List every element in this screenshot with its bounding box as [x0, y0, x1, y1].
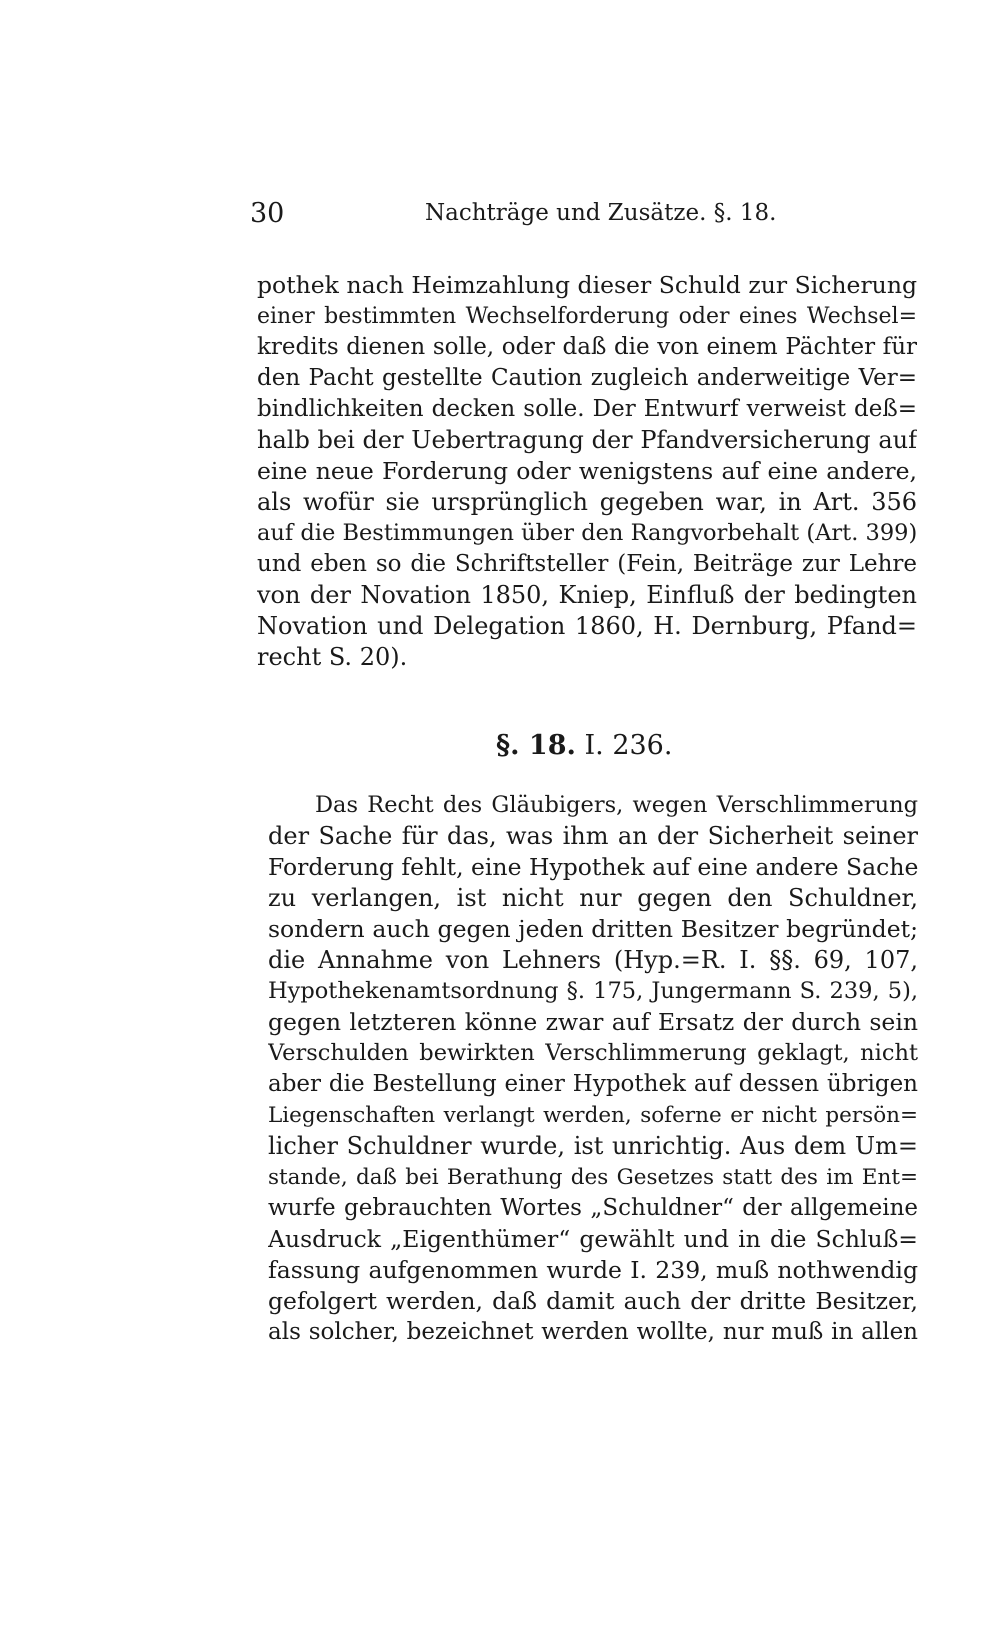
text-line: stande, daß bei Berathung des Gesetzes statt des im Ent= — [268, 1165, 918, 1190]
section-sign: §. 18. — [496, 730, 576, 761]
text-line: den Pacht gestellte Caution zugleich anderweitige Ver= — [257, 365, 917, 391]
text-line: Verschulden bewirkten Verschlimmerung geklagt, nicht — [268, 1040, 918, 1066]
text-line: Forderung fehlt, eine Hypothek auf eine andere Sache — [268, 853, 918, 881]
text-line: einer bestimmten Wechselforderung oder eines Wechsel= — [257, 304, 917, 329]
section-heading — [496, 730, 672, 761]
page-number: 30 — [250, 198, 285, 229]
text-line: auf die Bestimmungen über den Rangvorbehalt (Art. 399) — [257, 520, 917, 546]
running-head: Nachträge und Zusätze. §. 18. — [425, 200, 777, 226]
text-line: bindlichkeiten decken solle. Der Entwurf verweist deß= — [257, 396, 917, 422]
text-line: sondern auch gegen jeden dritten Besitzer begründet; — [268, 915, 918, 943]
text-line: Novation und Delegation 1860, H. Dernburg, Pfand= — [257, 612, 917, 640]
text-line: licher Schuldner wurde, ist unrichtig. Aus dem Um= — [268, 1132, 918, 1160]
text-line: Liegenschaften verlangt werden, soferne er nicht persön= — [268, 1103, 918, 1128]
paragraph-section-18 — [268, 790, 918, 1348]
text-line: gefolgert werden, daß damit auch der dritte Besitzer, — [268, 1287, 918, 1315]
text-line: fassung aufgenommen wurde I. 239, muß nothwendig — [268, 1256, 918, 1284]
text-line: und eben so die Schriftsteller (Fein, Beiträge zur Lehre — [257, 551, 917, 577]
text-line: eine neue Forderung oder wenigstens auf eine andere, — [257, 457, 917, 485]
text-line: pothek nach Heimzahlung dieser Schuld zur Sicherung — [257, 271, 917, 299]
section-reference: I. 236. — [584, 730, 673, 761]
text-line: der Sache für das, was ihm an der Sicherheit seiner — [268, 822, 918, 850]
text-line: Das Recht des Gläubigers, wegen Verschlimmerung — [315, 792, 918, 818]
text-line: von der Novation 1850, Kniep, Einfluß der bedingten — [257, 581, 917, 609]
text-line: aber die Bestellung einer Hypothek auf dessen übrigen — [268, 1071, 918, 1097]
text-line: Hypothekenamtsordnung §. 175, Jungermann S. 239, 5), — [268, 978, 918, 1004]
text-line: als solcher, bezeichnet werden wollte, nur muß in allen — [268, 1319, 918, 1345]
text-line: Ausdruck „Eigenthümer“ gewählt und in die Schluß= — [268, 1225, 918, 1253]
text-line: wurfe gebrauchten Wortes „Schuldner“ der allgemeine — [268, 1195, 918, 1221]
paragraph-continued — [257, 270, 917, 673]
text-line: halb bei der Uebertragung der Pfandversicherung auf — [257, 426, 917, 454]
text-line: gegen letzteren könne zwar auf Ersatz der durch sein — [268, 1008, 918, 1036]
text-line: kredits dienen solle, oder daß die von einem Pächter für — [257, 334, 917, 360]
text-line: als wofür sie ursprünglich gegeben war, in Art. 356 — [257, 488, 917, 516]
text-line: zu verlangen, ist nicht nur gegen den Schuldner, — [268, 884, 918, 912]
text-line: die Annahme von Lehners (Hyp.=R. I. §§. 69, 107, — [268, 946, 918, 974]
text-line: recht S. 20). — [257, 643, 408, 671]
page-header — [250, 198, 777, 238]
